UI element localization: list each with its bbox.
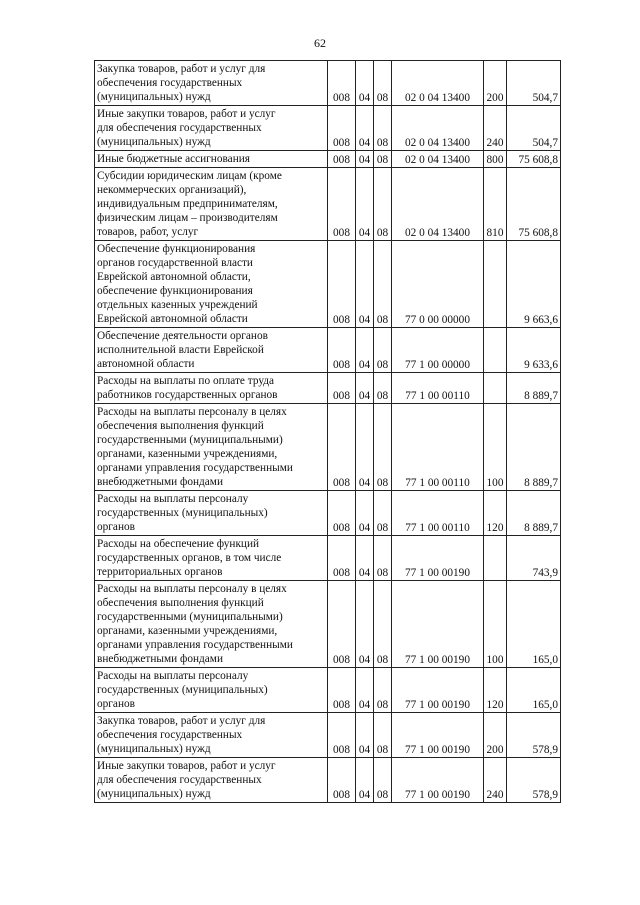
cell-name-line: Расходы на выплаты персоналу bbox=[97, 493, 249, 505]
cell-name bbox=[95, 404, 328, 491]
cell-vr: 240 bbox=[484, 106, 507, 151]
cell-name-line: Субсидии юридическим лицам (кроме bbox=[97, 170, 282, 182]
cell-rz: 04 bbox=[356, 491, 374, 536]
cell-sum: 165,0 bbox=[507, 581, 561, 668]
table-row bbox=[95, 151, 561, 168]
cell-csr: 77 1 00 00190 bbox=[392, 581, 484, 668]
cell-ved: 008 bbox=[328, 491, 356, 536]
table-row bbox=[95, 106, 561, 151]
cell-name-line: Иные закупки товаров, работ и услуг bbox=[97, 108, 276, 120]
cell-name-line: обеспечения государственных bbox=[97, 729, 243, 741]
cell-pr: 08 bbox=[374, 241, 392, 328]
table-row bbox=[95, 536, 561, 581]
cell-pr: 08 bbox=[374, 758, 392, 803]
cell-sum: 165,0 bbox=[507, 668, 561, 713]
cell-ved: 008 bbox=[328, 241, 356, 328]
cell-rz: 04 bbox=[356, 61, 374, 106]
cell-ved: 008 bbox=[328, 151, 356, 168]
cell-ved: 008 bbox=[328, 106, 356, 151]
cell-vr bbox=[484, 241, 507, 328]
cell-ved: 008 bbox=[328, 758, 356, 803]
cell-name-line: государственными (муниципальными) bbox=[97, 611, 283, 623]
cell-name-line: (муниципальных) нужд bbox=[97, 743, 211, 755]
cell-pr: 08 bbox=[374, 404, 392, 491]
cell-vr: 120 bbox=[484, 491, 507, 536]
cell-name bbox=[95, 713, 328, 758]
cell-csr: 77 1 00 00110 bbox=[392, 491, 484, 536]
cell-vr: 100 bbox=[484, 581, 507, 668]
cell-name bbox=[95, 168, 328, 241]
cell-name-line: органами, казенными учреждениями, bbox=[97, 448, 278, 460]
cell-vr: 810 bbox=[484, 168, 507, 241]
cell-vr: 800 bbox=[484, 151, 507, 168]
cell-name-line: органов bbox=[97, 698, 135, 710]
cell-name-line: Еврейской автономной области, bbox=[97, 271, 251, 283]
cell-name-line: работников государственных органов bbox=[97, 389, 278, 401]
cell-vr bbox=[484, 536, 507, 581]
cell-name bbox=[95, 758, 328, 803]
cell-name-line: Закупка товаров, работ и услуг для bbox=[97, 63, 266, 75]
cell-name-line: органов государственной власти bbox=[97, 257, 253, 269]
cell-vr bbox=[484, 373, 507, 404]
table-row bbox=[95, 713, 561, 758]
cell-name-line: органов bbox=[97, 521, 135, 533]
cell-rz: 04 bbox=[356, 168, 374, 241]
cell-pr: 08 bbox=[374, 536, 392, 581]
cell-ved: 008 bbox=[328, 404, 356, 491]
cell-pr: 08 bbox=[374, 581, 392, 668]
cell-vr: 200 bbox=[484, 61, 507, 106]
cell-pr: 08 bbox=[374, 106, 392, 151]
cell-sum: 75 608,8 bbox=[507, 168, 561, 241]
cell-name bbox=[95, 581, 328, 668]
cell-pr: 08 bbox=[374, 151, 392, 168]
cell-name-line: государственных (муниципальных) bbox=[97, 507, 268, 519]
cell-sum: 9 663,6 bbox=[507, 241, 561, 328]
cell-pr: 08 bbox=[374, 668, 392, 713]
cell-name-line: физическим лицам – производителям bbox=[97, 212, 278, 224]
cell-ved: 008 bbox=[328, 373, 356, 404]
cell-pr: 08 bbox=[374, 328, 392, 373]
cell-name-line: государственными (муниципальными) bbox=[97, 434, 283, 446]
cell-csr: 77 1 00 00190 bbox=[392, 668, 484, 713]
cell-name-line: отдельных казенных учреждений bbox=[97, 299, 258, 311]
cell-name-line: автономной области bbox=[97, 358, 195, 370]
cell-name-line: Расходы на обеспечение функций bbox=[97, 538, 260, 550]
cell-name-line: (муниципальных) нужд bbox=[97, 136, 211, 148]
cell-name bbox=[95, 106, 328, 151]
cell-name-line: Еврейской автономной области bbox=[97, 313, 248, 325]
cell-name-line: некоммерческих организаций), bbox=[97, 184, 247, 196]
cell-csr: 77 0 00 00000 bbox=[392, 241, 484, 328]
cell-sum: 578,9 bbox=[507, 713, 561, 758]
cell-vr: 100 bbox=[484, 404, 507, 491]
cell-name bbox=[95, 61, 328, 106]
cell-name-line: товаров, работ, услуг bbox=[97, 226, 199, 238]
cell-vr: 120 bbox=[484, 668, 507, 713]
cell-rz: 04 bbox=[356, 536, 374, 581]
cell-sum: 8 889,7 bbox=[507, 404, 561, 491]
cell-rz: 04 bbox=[356, 328, 374, 373]
cell-name-line: внебюджетными фондами bbox=[97, 476, 223, 488]
cell-sum: 504,7 bbox=[507, 106, 561, 151]
table-row bbox=[95, 758, 561, 803]
table-row bbox=[95, 404, 561, 491]
cell-vr: 240 bbox=[484, 758, 507, 803]
cell-name-line: Расходы на выплаты персоналу bbox=[97, 670, 249, 682]
cell-name-line: исполнительной власти Еврейской bbox=[97, 344, 264, 356]
cell-pr: 08 bbox=[374, 373, 392, 404]
cell-name bbox=[95, 241, 328, 328]
cell-sum: 743,9 bbox=[507, 536, 561, 581]
cell-name-line: Обеспечение функционирования bbox=[97, 243, 256, 255]
cell-name-line: индивидуальным предпринимателям, bbox=[97, 198, 278, 210]
table-row bbox=[95, 491, 561, 536]
cell-name-line: обеспечения государственных bbox=[97, 77, 243, 89]
cell-csr: 02 0 04 13400 bbox=[392, 106, 484, 151]
cell-name-line: Обеспечение деятельности органов bbox=[97, 330, 268, 342]
cell-rz: 04 bbox=[356, 668, 374, 713]
cell-vr: 200 bbox=[484, 713, 507, 758]
cell-csr: 77 1 00 00190 bbox=[392, 713, 484, 758]
cell-ved: 008 bbox=[328, 328, 356, 373]
cell-csr: 77 1 00 00110 bbox=[392, 373, 484, 404]
cell-ved: 008 bbox=[328, 581, 356, 668]
table-row bbox=[95, 61, 561, 106]
cell-rz: 04 bbox=[356, 758, 374, 803]
cell-rz: 04 bbox=[356, 713, 374, 758]
cell-vr bbox=[484, 328, 507, 373]
cell-name-line: органами, казенными учреждениями, bbox=[97, 625, 278, 637]
cell-name-line: внебюджетными фондами bbox=[97, 653, 223, 665]
cell-name-line: органами управления государственными bbox=[97, 462, 293, 474]
table-row bbox=[95, 168, 561, 241]
table-row bbox=[95, 373, 561, 404]
cell-name bbox=[95, 536, 328, 581]
budget-table bbox=[94, 60, 561, 803]
cell-csr: 02 0 04 13400 bbox=[392, 151, 484, 168]
cell-name-line: Расходы на выплаты персоналу в целях bbox=[97, 583, 287, 595]
cell-name bbox=[95, 668, 328, 713]
cell-pr: 08 bbox=[374, 168, 392, 241]
budget-table-body bbox=[95, 61, 561, 803]
cell-name-line: Расходы на выплаты персоналу в целях bbox=[97, 406, 287, 418]
cell-rz: 04 bbox=[356, 404, 374, 491]
cell-name-line: Расходы на выплаты по оплате труда bbox=[97, 375, 275, 387]
cell-csr: 77 1 00 00000 bbox=[392, 328, 484, 373]
cell-csr: 02 0 04 13400 bbox=[392, 61, 484, 106]
cell-pr: 08 bbox=[374, 61, 392, 106]
page-number: 62 bbox=[314, 36, 326, 50]
cell-rz: 04 bbox=[356, 373, 374, 404]
cell-sum: 9 633,6 bbox=[507, 328, 561, 373]
cell-name bbox=[95, 151, 328, 168]
cell-name-line: для обеспечения государственных bbox=[97, 774, 262, 786]
cell-name-line: (муниципальных) нужд bbox=[97, 788, 211, 800]
cell-ved: 008 bbox=[328, 668, 356, 713]
cell-name-line: обеспечения выполнения функций bbox=[97, 597, 264, 609]
cell-name bbox=[95, 491, 328, 536]
cell-name-line: государственных (муниципальных) bbox=[97, 684, 268, 696]
cell-name-line: Иные закупки товаров, работ и услуг bbox=[97, 760, 276, 772]
cell-name-line: территориальных органов bbox=[97, 566, 223, 578]
cell-rz: 04 bbox=[356, 581, 374, 668]
table-row bbox=[95, 241, 561, 328]
cell-sum: 75 608,8 bbox=[507, 151, 561, 168]
cell-ved: 008 bbox=[328, 168, 356, 241]
cell-rz: 04 bbox=[356, 106, 374, 151]
cell-pr: 08 bbox=[374, 713, 392, 758]
cell-name bbox=[95, 373, 328, 404]
cell-name bbox=[95, 328, 328, 373]
cell-sum: 8 889,7 bbox=[507, 373, 561, 404]
cell-rz: 04 bbox=[356, 151, 374, 168]
cell-sum: 8 889,7 bbox=[507, 491, 561, 536]
cell-name-line: Закупка товаров, работ и услуг для bbox=[97, 715, 266, 727]
cell-name-line: Иные бюджетные ассигнования bbox=[97, 153, 250, 165]
table-row bbox=[95, 581, 561, 668]
cell-ved: 008 bbox=[328, 536, 356, 581]
cell-sum: 578,9 bbox=[507, 758, 561, 803]
cell-name-line: обеспечения выполнения функций bbox=[97, 420, 264, 432]
table-row bbox=[95, 668, 561, 713]
cell-rz: 04 bbox=[356, 241, 374, 328]
cell-csr: 02 0 04 13400 bbox=[392, 168, 484, 241]
table-row bbox=[95, 328, 561, 373]
cell-name-line: государственных органов, в том числе bbox=[97, 552, 282, 564]
cell-pr: 08 bbox=[374, 491, 392, 536]
cell-name-line: органами управления государственными bbox=[97, 639, 293, 651]
cell-csr: 77 1 00 00190 bbox=[392, 536, 484, 581]
cell-ved: 008 bbox=[328, 61, 356, 106]
cell-csr: 77 1 00 00190 bbox=[392, 758, 484, 803]
cell-csr: 77 1 00 00110 bbox=[392, 404, 484, 491]
cell-sum: 504,7 bbox=[507, 61, 561, 106]
cell-ved: 008 bbox=[328, 713, 356, 758]
cell-name-line: обеспечение функционирования bbox=[97, 285, 253, 297]
cell-name-line: для обеспечения государственных bbox=[97, 122, 262, 134]
cell-name-line: (муниципальных) нужд bbox=[97, 91, 211, 103]
